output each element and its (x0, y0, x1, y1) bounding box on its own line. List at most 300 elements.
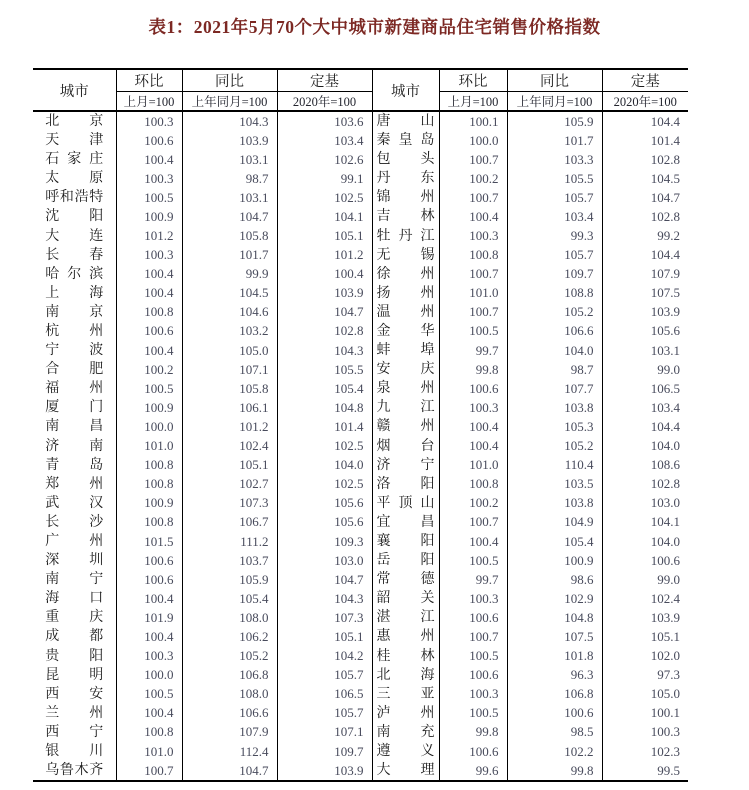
mom-value-left: 100.4 (116, 627, 182, 646)
table-row (33, 379, 688, 398)
city-cell-left (33, 303, 116, 322)
mom-value-left: 100.6 (116, 322, 182, 341)
city-cell-right (372, 513, 439, 532)
table-row (33, 284, 688, 303)
mom-value-right: 99.8 (439, 360, 507, 379)
yoy-value-right: 101.8 (507, 647, 602, 666)
city-name: 平 顶 山 (376, 495, 435, 511)
base-value-left: 104.1 (277, 207, 372, 226)
table-row (33, 666, 688, 685)
base-value-left: 103.4 (277, 131, 372, 150)
city-name: 郑 州 (45, 476, 104, 492)
base-value-right: 99.2 (657, 228, 680, 244)
yoy-value-right: 105.7 (507, 246, 602, 265)
header-mom-base-left: 上月=100 (116, 92, 182, 112)
city-cell-right (372, 608, 439, 627)
city-name: 泉 州 (376, 381, 435, 397)
city-name: 天 津 (45, 133, 104, 149)
mom-value-right: 100.3 (439, 589, 507, 608)
mom-value-left: 100.4 (116, 589, 182, 608)
mom-value-left: 101.0 (116, 742, 182, 761)
mom-value-left: 100.5 (116, 188, 182, 207)
yoy-value-left: 107.9 (182, 723, 277, 742)
base-value-right: 107.9 (650, 266, 680, 282)
base-value-right: 106.5 (650, 380, 680, 396)
mom-value-left: 100.4 (116, 150, 182, 169)
table-row (33, 131, 688, 150)
yoy-value-left: 102.4 (182, 437, 277, 456)
base-value-right: 103.0 (650, 495, 680, 511)
base-value-left: 102.5 (277, 437, 372, 456)
city-name: 西 宁 (45, 724, 104, 740)
mom-value-left: 100.0 (116, 666, 182, 685)
base-value-right: 102.4 (650, 590, 680, 606)
city-name: 包 头 (376, 152, 435, 168)
mom-value-left: 100.7 (116, 761, 182, 781)
mom-value-left: 100.0 (116, 417, 182, 436)
city-cell-left (33, 513, 116, 532)
base-value-left: 104.7 (277, 570, 372, 589)
yoy-value-right: 107.5 (507, 627, 602, 646)
city-name: 大 连 (45, 228, 104, 244)
mom-value-right: 100.3 (439, 685, 507, 704)
city-cell-right (372, 666, 439, 685)
city-name: 贵 阳 (45, 648, 104, 664)
base-value-right: 104.7 (650, 189, 680, 205)
mom-value-left: 100.3 (116, 246, 182, 265)
city-cell-right (372, 246, 439, 265)
yoy-value-left: 105.0 (182, 341, 277, 360)
mom-value-right: 100.7 (439, 265, 507, 284)
mom-value-left: 100.3 (116, 111, 182, 131)
header-fixed-left: 定基 (277, 69, 372, 92)
base-value-left: 105.7 (277, 666, 372, 685)
mom-value-right: 100.7 (439, 150, 507, 169)
mom-value-left: 100.8 (116, 303, 182, 322)
city-cell-right (372, 226, 439, 245)
mom-value-right: 100.6 (439, 742, 507, 761)
base-value-left: 103.9 (277, 761, 372, 781)
mom-value-left: 100.2 (116, 360, 182, 379)
city-name: 福 州 (45, 381, 104, 397)
yoy-value-left: 106.6 (182, 704, 277, 723)
city-name: 昆 明 (45, 667, 104, 683)
city-cell-right (372, 188, 439, 207)
mom-value-right: 100.6 (439, 666, 507, 685)
mom-value-left: 100.8 (116, 456, 182, 475)
yoy-value-right: 98.6 (507, 570, 602, 589)
yoy-value-right: 106.6 (507, 322, 602, 341)
base-value-right: 99.0 (657, 571, 680, 587)
city-cell-left (33, 475, 116, 494)
base-value-right: 103.1 (650, 342, 680, 358)
price-index-table (33, 68, 688, 782)
city-cell-right (372, 398, 439, 417)
city-name: 重 庆 (45, 610, 104, 626)
city-cell-left (33, 360, 116, 379)
mom-value-left: 100.4 (116, 284, 182, 303)
yoy-value-left: 105.4 (182, 589, 277, 608)
yoy-value-right: 100.9 (507, 551, 602, 570)
header-yoy-base-left: 上年同月=100 (182, 92, 277, 112)
city-cell-right (372, 685, 439, 704)
base-value-left: 109.7 (277, 742, 372, 761)
yoy-value-left: 112.4 (182, 742, 277, 761)
base-value-right: 100.1 (650, 705, 680, 721)
base-value-left: 103.6 (277, 111, 372, 131)
base-value-left: 100.4 (277, 265, 372, 284)
header-fixed-base-right: 2020年=100 (602, 92, 688, 112)
yoy-value-left: 103.7 (182, 551, 277, 570)
table-row (33, 627, 688, 646)
city-cell-left (33, 456, 116, 475)
base-value-right: 108.6 (650, 457, 680, 473)
city-cell-right (372, 437, 439, 456)
yoy-value-right: 103.8 (507, 398, 602, 417)
table-row (33, 608, 688, 627)
city-name: 秦 皇 岛 (376, 133, 435, 149)
yoy-value-right: 103.5 (507, 475, 602, 494)
yoy-value-left: 104.3 (182, 111, 277, 131)
city-cell-right (372, 742, 439, 761)
city-name: 泸 州 (376, 705, 435, 721)
city-name: 石 家 庄 (45, 152, 104, 168)
table-title: 表1：2021年5月70个大中城市新建商品住宅销售价格指数 (148, 17, 601, 37)
city-name: 太 原 (45, 171, 104, 187)
mom-value-right: 99.7 (439, 570, 507, 589)
mom-value-right: 101.0 (439, 284, 507, 303)
city-cell-left (33, 685, 116, 704)
table-row (33, 704, 688, 723)
base-value-left: 99.1 (277, 169, 372, 188)
base-value-right: 104.4 (650, 247, 680, 263)
base-value-left: 104.3 (277, 341, 372, 360)
city-cell-right (372, 169, 439, 188)
base-value-right: 105.1 (650, 628, 680, 644)
city-cell-left (33, 666, 116, 685)
city-name: 银 川 (45, 744, 104, 760)
city-name: 长 沙 (45, 514, 104, 530)
yoy-value-left: 107.1 (182, 360, 277, 379)
yoy-value-right: 105.7 (507, 188, 602, 207)
base-value-left: 105.6 (277, 513, 372, 532)
mom-value-right: 100.0 (439, 131, 507, 150)
city-cell-left (33, 150, 116, 169)
city-name: 襄 阳 (376, 534, 435, 550)
table-row (33, 589, 688, 608)
yoy-value-right: 102.2 (507, 742, 602, 761)
yoy-value-right: 106.8 (507, 685, 602, 704)
mom-value-right: 100.5 (439, 551, 507, 570)
yoy-value-left: 106.7 (182, 513, 277, 532)
yoy-value-left: 101.7 (182, 246, 277, 265)
table-row (33, 360, 688, 379)
city-cell-right (372, 207, 439, 226)
city-cell-right (372, 322, 439, 341)
base-value-right: 99.0 (657, 361, 680, 377)
yoy-value-left: 101.2 (182, 417, 277, 436)
city-cell-right (372, 475, 439, 494)
base-value-right: 103.9 (650, 304, 680, 320)
base-value-left: 105.4 (277, 379, 372, 398)
table-row (33, 551, 688, 570)
base-value-left: 101.2 (277, 246, 372, 265)
city-cell-right (372, 532, 439, 551)
base-value-right: 104.0 (650, 438, 680, 454)
table-row (33, 647, 688, 666)
table-row (33, 303, 688, 322)
yoy-value-right: 103.8 (507, 494, 602, 513)
city-cell-right (372, 704, 439, 723)
mom-value-right: 100.7 (439, 627, 507, 646)
mom-value-right: 100.8 (439, 475, 507, 494)
city-cell-left (33, 608, 116, 627)
mom-value-right: 100.2 (439, 494, 507, 513)
table-row (33, 532, 688, 551)
base-value-left: 101.4 (277, 417, 372, 436)
mom-value-right: 100.4 (439, 207, 507, 226)
city-name: 北 京 (45, 114, 104, 129)
mom-value-right: 100.5 (439, 647, 507, 666)
city-name: 济 宁 (376, 457, 435, 473)
city-cell-right (372, 494, 439, 513)
yoy-value-left: 106.2 (182, 627, 277, 646)
city-name: 扬 州 (376, 285, 435, 301)
city-cell-left (33, 226, 116, 245)
base-value-right: 103.4 (650, 399, 680, 415)
base-value-left: 102.5 (277, 475, 372, 494)
mom-value-right: 100.5 (439, 322, 507, 341)
header-mom-left: 环比 (116, 69, 182, 92)
base-value-left: 103.9 (277, 284, 372, 303)
base-value-left: 105.5 (277, 360, 372, 379)
mom-value-right: 99.6 (439, 761, 507, 781)
yoy-value-left: 99.9 (182, 265, 277, 284)
mom-value-left: 100.4 (116, 704, 182, 723)
city-cell-left (33, 532, 116, 551)
yoy-value-left: 103.1 (182, 150, 277, 169)
base-value-right: 107.5 (650, 285, 680, 301)
yoy-value-left: 104.7 (182, 761, 277, 781)
yoy-value-right: 99.3 (507, 226, 602, 245)
city-name: 韶 关 (376, 591, 435, 607)
base-value-right: 99.5 (602, 761, 688, 781)
yoy-value-right: 100.6 (507, 704, 602, 723)
table-row (33, 570, 688, 589)
yoy-value-left: 103.2 (182, 322, 277, 341)
base-value-left: 102.8 (277, 322, 372, 341)
mom-value-left: 100.3 (116, 647, 182, 666)
city-cell-left (33, 265, 116, 284)
mom-value-left: 101.9 (116, 608, 182, 627)
yoy-value-left: 105.2 (182, 647, 277, 666)
table-header (33, 69, 688, 111)
base-value-right: 102.0 (650, 648, 680, 664)
base-value-right: 104.5 (650, 170, 680, 186)
mom-value-left: 101.5 (116, 532, 182, 551)
mom-value-right: 100.2 (439, 169, 507, 188)
table-row (33, 494, 688, 513)
base-value-right: 104.1 (650, 514, 680, 530)
table-row (33, 456, 688, 475)
city-cell-right (372, 627, 439, 646)
yoy-value-left: 106.1 (182, 398, 277, 417)
city-name: 九 江 (376, 400, 435, 416)
mom-value-right: 100.7 (439, 513, 507, 532)
yoy-value-right: 104.9 (507, 513, 602, 532)
city-cell-left (33, 322, 116, 341)
yoy-value-right: 98.7 (507, 360, 602, 379)
yoy-value-right: 110.4 (507, 456, 602, 475)
city-name: 徐 州 (376, 266, 435, 282)
city-name: 湛 江 (376, 610, 435, 626)
header-yoy-right: 同比 (507, 69, 602, 92)
city-name: 吉 林 (376, 209, 435, 225)
yoy-value-left: 104.5 (182, 284, 277, 303)
city-name: 南 昌 (45, 419, 104, 435)
base-value-right: 101.4 (650, 132, 680, 148)
city-cell-left (33, 570, 116, 589)
table-row (33, 246, 688, 265)
city-name: 宜 昌 (376, 514, 435, 530)
city-name: 厦 门 (45, 400, 104, 416)
yoy-value-left: 102.7 (182, 475, 277, 494)
table-row (33, 437, 688, 456)
base-value-right: 100.6 (650, 552, 680, 568)
yoy-value-right: 105.3 (507, 417, 602, 436)
city-name: 兰 州 (45, 705, 104, 721)
base-value-left: 105.7 (277, 704, 372, 723)
yoy-value-right: 96.3 (507, 666, 602, 685)
mom-value-left: 100.6 (116, 131, 182, 150)
city-cell-left (33, 589, 116, 608)
city-name: 无 锡 (376, 247, 435, 263)
base-value-right: 100.3 (650, 724, 680, 740)
base-value-left: 102.5 (277, 188, 372, 207)
yoy-value-right: 101.7 (507, 131, 602, 150)
yoy-value-right: 103.3 (507, 150, 602, 169)
city-cell-left (33, 169, 116, 188)
city-name: 三 亚 (376, 686, 435, 702)
city-cell-right (372, 131, 439, 150)
base-value-right: 102.8 (650, 476, 680, 492)
base-value-left: 106.5 (277, 685, 372, 704)
yoy-value-left: 103.1 (182, 188, 277, 207)
mom-value-left: 100.8 (116, 723, 182, 742)
yoy-value-right: 105.2 (507, 437, 602, 456)
city-cell-left (33, 417, 116, 436)
city-cell-right (372, 589, 439, 608)
table-row (33, 207, 688, 226)
city-name: 沈 阳 (45, 209, 104, 225)
city-cell-right (372, 417, 439, 436)
city-name: 杭 州 (45, 323, 104, 339)
yoy-value-right: 108.8 (507, 284, 602, 303)
table-row (33, 761, 688, 781)
city-cell-right (372, 360, 439, 379)
yoy-value-right: 98.5 (507, 723, 602, 742)
base-value-left: 105.1 (277, 627, 372, 646)
base-value-right: 103.9 (650, 609, 680, 625)
mom-value-right: 100.6 (439, 608, 507, 627)
base-value-left: 104.0 (277, 456, 372, 475)
yoy-value-left: 105.8 (182, 226, 277, 245)
yoy-value-left: 105.9 (182, 570, 277, 589)
mom-value-right: 100.3 (439, 226, 507, 245)
mom-value-left: 100.8 (116, 513, 182, 532)
city-name: 济 南 (45, 438, 104, 454)
city-name: 深 圳 (45, 553, 104, 569)
yoy-value-right: 105.4 (507, 532, 602, 551)
city-cell-right (372, 303, 439, 322)
header-row-sub (33, 92, 688, 112)
base-value-right: 102.8 (650, 151, 680, 167)
city-name: 北 海 (376, 667, 435, 683)
yoy-value-left: 107.3 (182, 494, 277, 513)
mom-value-right: 100.4 (439, 417, 507, 436)
table-row (33, 513, 688, 532)
header-mom-base-right: 上月=100 (439, 92, 507, 112)
table-row (33, 188, 688, 207)
city-cell-right (372, 150, 439, 169)
base-value-left: 107.3 (277, 608, 372, 627)
mom-value-right: 101.0 (439, 456, 507, 475)
yoy-value-right: 104.0 (507, 341, 602, 360)
city-cell-right (372, 456, 439, 475)
city-cell-left (33, 761, 116, 781)
yoy-value-left: 103.9 (182, 131, 277, 150)
base-value-left: 107.1 (277, 723, 372, 742)
mom-value-right: 100.1 (439, 111, 507, 131)
header-fixed-base-left: 2020年=100 (277, 92, 372, 112)
header-fixed-right: 定基 (602, 69, 688, 92)
mom-value-left: 100.4 (116, 265, 182, 284)
city-name: 乌 鲁 木 齐 (45, 763, 104, 779)
base-value-left: 105.6 (277, 494, 372, 513)
table-row (33, 475, 688, 494)
table-row (33, 265, 688, 284)
city-name: 丹 东 (376, 171, 435, 187)
yoy-value-right: 107.7 (507, 379, 602, 398)
table-row (33, 742, 688, 761)
city-name: 桂 林 (376, 648, 435, 664)
mom-value-right: 100.8 (439, 246, 507, 265)
mom-value-left: 100.6 (116, 551, 182, 570)
city-cell-right (372, 284, 439, 303)
mom-value-left: 101.2 (116, 226, 182, 245)
yoy-value-right: 104.8 (507, 608, 602, 627)
city-name: 大 理 (376, 763, 435, 779)
city-name: 温 州 (376, 304, 435, 320)
base-value-left: 109.3 (277, 532, 372, 551)
city-cell-right (372, 265, 439, 284)
yoy-value-right: 109.7 (507, 265, 602, 284)
yoy-value-right: 105.9 (507, 111, 602, 131)
city-name: 青 岛 (45, 457, 104, 473)
city-cell-left (33, 627, 116, 646)
mom-value-left: 101.0 (116, 437, 182, 456)
city-cell-left (33, 284, 116, 303)
base-value-right: 102.8 (650, 208, 680, 224)
city-cell-right (372, 379, 439, 398)
city-name: 南 宁 (45, 572, 104, 588)
header-mom-right: 环比 (439, 69, 507, 92)
city-name: 金 华 (376, 323, 435, 339)
city-cell-left (33, 742, 116, 761)
city-name: 烟 台 (376, 438, 435, 454)
table-body (33, 111, 688, 781)
yoy-value-right: 105.2 (507, 303, 602, 322)
